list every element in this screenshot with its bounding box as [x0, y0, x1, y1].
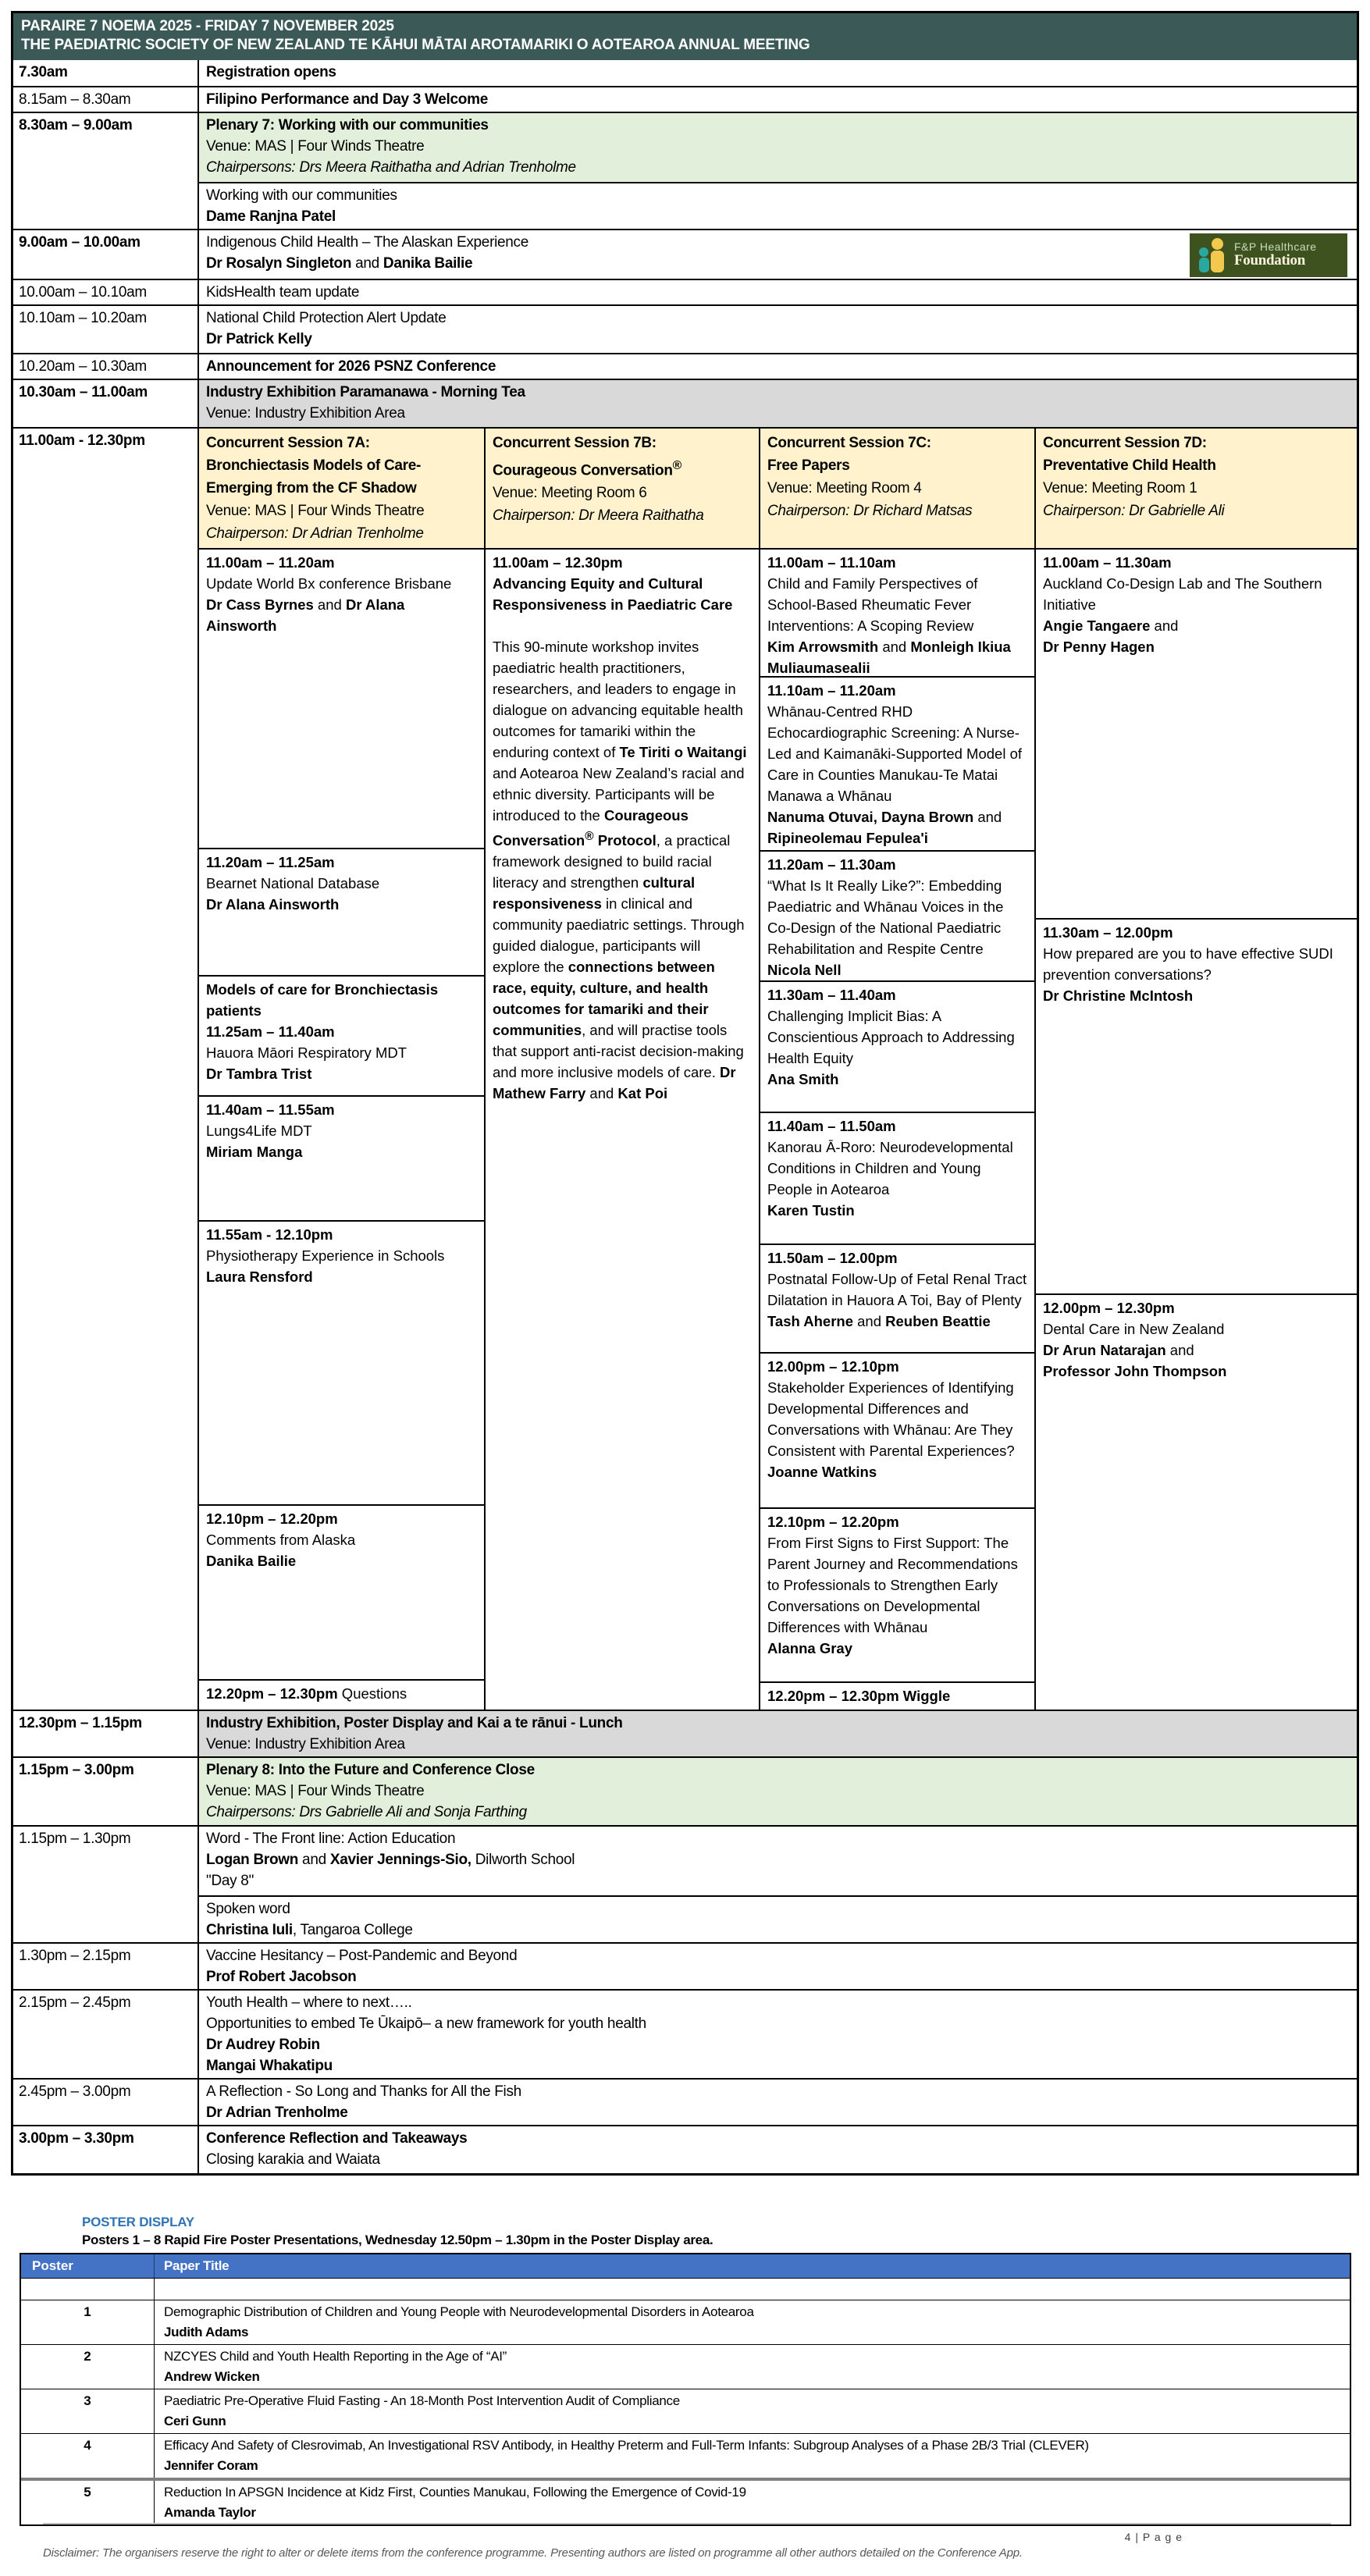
- poster-paper: [154, 2434, 1350, 2478]
- poster-paper: [154, 2345, 1350, 2389]
- table-row: [13, 229, 1357, 279]
- talk-cell: 12.00pm – 12.10pm Stakeholder Experiences of Identifying Developmental Differences and Conversations with Whānau: Are They Consistent with Parental Experiences? Joanne Watkins: [760, 1352, 1034, 1507]
- table-row: [13, 2078, 1357, 2125]
- disclaimer-text: Disclaimer: The organisers reserve the right to alter or delete items from the conference programme. Presenting authors are listed on programme all other authors detailed on the Conference App.: [43, 2546, 1023, 2560]
- poster-number: 1: [84, 2304, 91, 2319]
- session-cell: A Reflection - So Long and Thanks for All the Fish Dr Adrian Trenholme: [197, 2080, 1357, 2125]
- poster-row: [21, 2344, 1350, 2389]
- poster-row: [21, 2478, 1350, 2524]
- poster-paper-author: Ceri Gunn: [164, 2414, 226, 2428]
- time-cell: 11.00am - 12.30pm: [19, 432, 145, 449]
- poster-number: 2: [84, 2349, 91, 2364]
- talk-cell: 12.10pm – 12.20pm From First Signs to First Support: The Parent Journey and Recommendations to Professionals to Strengthen Early Conversations on Developmental Differences with Whānau Alanna Gray: [760, 1507, 1034, 1681]
- talk-cell: 12.20pm – 12.30pm Wiggle: [760, 1681, 1034, 1710]
- plenary7-stack: [197, 113, 1357, 229]
- time-cell: 1.30pm – 2.15pm: [19, 1948, 131, 1964]
- talk-cell: 11.00am – 11.20am Update World Bx conference Brisbane Dr Cass Byrnes and Dr Alana Ainsworth: [206, 554, 452, 634]
- day-header-line1: PARAIRE 7 NOEMA 2025 - FRIDAY 7 NOVEMBER 2025: [21, 18, 394, 34]
- paper-title-column-header: Paper Title: [154, 2254, 1350, 2278]
- footer-divider: [43, 2523, 1331, 2524]
- poster-paper: [154, 2389, 1350, 2433]
- word-stack: [197, 1827, 1357, 1942]
- poster-row: [21, 2389, 1350, 2433]
- time-cell: 10.30am – 11.00am: [19, 384, 148, 400]
- poster-paper-title: Efficacy And Safety of Clesrovimab, An Investigational RSV Antibody, in Healthy Preterm and Full-Term Infants: Subgroup Analyses of a Phase 2B/3 Trial (CLEVER): [164, 2438, 1089, 2453]
- poster-paper-title: Reduction In APSGN Incidence at Kidz First, Counties Manukau, Following the Emergence of Covid-19: [164, 2485, 746, 2500]
- time-cell: 3.00pm – 3.30pm: [19, 2130, 134, 2147]
- workshop-cell: 11.00am – 12.30pm Advancing Equity and Cultural Responsiveness in Paediatric Care This 90-minute workshop invites paediatric health practitioners, researchers, and leaders to engage in dialogue on advancing equitable health outcomes for tamariki within the enduring context of Te Tiriti o Waitangi and Aotearoa New Zealand’s racial and ethnic diversity. Participants will be introduced to the Courageous Conversation® Protocol, a practical framework designed to build racial literacy and strengthen cultural responsiveness in clinical and community paediatric settings. Through guided dialogue, participants will explore the connections between race, equity, culture, and health outcomes for tamariki and their communities, and will practise tools that support anti-racist decision-making and more inclusive models of care. Dr Mathew Farry and Kat Poi: [493, 554, 747, 1102]
- alaska-session-text: Indigenous Child Health – The Alaskan Experience Dr Rosalyn Singleton and Danika Bailie: [206, 234, 529, 272]
- logo-text-line1: F&P Healthcare: [1234, 240, 1317, 253]
- poster-paper-author: Amanda Taylor: [164, 2505, 256, 2520]
- session-cell: Announcement for 2026 PSNZ Conference: [197, 354, 1357, 379]
- poster-paper: [154, 2300, 1350, 2344]
- session-7a-column: [199, 550, 484, 1710]
- session-cell: Vaccine Hesitancy – Post-Pandemic and Beyond Prof Robert Jacobson: [197, 1944, 1357, 1989]
- session-7d-header: Concurrent Session 7D: Preventative Child Health Venue: Meeting Room 1 Chairperson: Dr Gabrielle Ali: [1034, 429, 1357, 548]
- session-cell: Filipino Performance and Day 3 Welcome: [197, 87, 1357, 112]
- logo-text-line2: Foundation: [1234, 252, 1305, 269]
- poster-paper-title: NZCYES Child and Youth Health Reporting in the Age of “AI”: [164, 2349, 507, 2364]
- table-row: [13, 86, 1357, 112]
- poster-paper-author: Jennifer Coram: [164, 2458, 258, 2473]
- talk-cell: 11.30am – 11.40am Challenging Implicit Bias: A Conscientious Approach to Addressing Health Equity Ana Smith: [760, 980, 1034, 1112]
- schedule-table: [11, 11, 1359, 2176]
- session-cell: Youth Health – where to next….. Opportunities to embed Te Ūkaipō– a new framework for youth health Dr Audrey Robin Mangai Whakatipu: [197, 1991, 1357, 2078]
- page-number: 4 | P a g e: [1124, 2531, 1183, 2543]
- time-cell: 7.30am: [19, 64, 68, 80]
- table-row: [13, 304, 1357, 353]
- poster-number: 4: [84, 2438, 91, 2453]
- table-row: [13, 1989, 1357, 2078]
- poster-table: [20, 2253, 1351, 2526]
- talk-cell: 11.55am - 12.10pm Physiotherapy Experience in Schools Laura Rensford: [199, 1220, 484, 1504]
- session-7a-header: Concurrent Session 7A: Bronchiectasis Models of Care- Emerging from the CF Shadow Venue: MAS | Four Winds Theatre Chairperson: Dr Adrian Trenholme: [199, 429, 484, 548]
- session-7c-header: Concurrent Session 7C: Free Papers Venue: Meeting Room 4 Chairperson: Dr Richard Matsas: [759, 429, 1034, 548]
- time-cell: 8.15am – 8.30am: [19, 91, 131, 108]
- poster-paper-title: Demographic Distribution of Children and Young People with Neurodevelopmental Disorders in Aotearoa: [164, 2304, 754, 2319]
- session-7b-header: Concurrent Session 7B: Courageous Conversation® Venue: Meeting Room 6 Chairperson: Dr Meera Raithatha: [484, 429, 759, 548]
- talk-cell: 12.10pm – 12.20pm Comments from Alaska Danika Bailie: [199, 1504, 484, 1679]
- poster-table-header-row: [21, 2254, 1350, 2278]
- talk-cell: Models of care for Bronchiectasis patients 11.25am – 11.40am Hauora Māori Respiratory MDT Dr Tambra Trist: [199, 975, 484, 1095]
- poster-paper: [154, 2481, 1350, 2524]
- time-cell: 1.15pm – 3.00pm: [19, 1762, 134, 1778]
- time-cell: 2.45pm – 3.00pm: [19, 2083, 131, 2100]
- concurrent-sessions-grid: [197, 429, 1357, 1710]
- talk-cell: 11.40am – 11.50am Kanorau Ā-Roro: Neurodevelopmental Conditions in Children and Young People in Aotearoa Karen Tustin: [760, 1112, 1034, 1244]
- table-row: [13, 1756, 1357, 1825]
- talk-cell: 11.10am – 11.20am Whānau-Centred RHD Echocardiographic Screening: A Nurse-Led and Kaimanāki-Supported Model of Care in Counties Manukau-Te Matai Manawa a Whānau Nanuma Otuvai, Dayna Brown and Ripineolemau Fepulea'i: [760, 676, 1034, 850]
- talk-cell: 12.00pm – 12.30pm Dental Care in New Zealand Dr Arun Natarajan and Professor John Thompson: [1036, 1293, 1357, 1710]
- time-cell: 12.30pm – 1.15pm: [19, 1715, 142, 1731]
- poster-paper-title: Paediatric Pre-Operative Fluid Fasting - An 18-Month Post Intervention Audit of Compliance: [164, 2393, 680, 2408]
- time-cell: 10.20am – 10.30am: [19, 358, 147, 375]
- poster-number: 3: [84, 2393, 91, 2408]
- table-row: [13, 353, 1357, 379]
- table-row: [13, 60, 1357, 86]
- time-cell: 2.15pm – 2.45pm: [19, 1994, 131, 2011]
- table-row: [13, 112, 1357, 229]
- talk-cell: 11.20am – 11.25am Bearnet National Database Dr Alana Ainsworth: [199, 848, 484, 975]
- talk-cell: 11.50am – 12.00pm Postnatal Follow-Up of Fetal Renal Tract Dilatation in Hauora A Toi, Bay of Plenty Tash Aherne and Reuben Beattie: [760, 1244, 1034, 1352]
- session-cell: National Child Protection Alert Update Dr Patrick Kelly: [197, 306, 1357, 353]
- plenary7-talk-cell: Working with our communities Dame Ranjna Patel: [199, 182, 1357, 229]
- poster-column-header: Poster: [32, 2258, 73, 2273]
- talk-cell: 11.00am – 11.30am Auckland Co-Design Lab and The Southern Initiative Angie Tangaere and Dr Penny Hagen: [1043, 554, 1322, 655]
- poster-empty-row: [21, 2278, 1350, 2300]
- table-row: [13, 379, 1357, 427]
- poster-row: [21, 2300, 1350, 2344]
- plenary7-header-cell: Plenary 7: Working with our communities Venue: MAS | Four Winds Theatre Chairpersons: Drs Meera Raithatha and Adrian Trenholme: [199, 113, 1357, 182]
- concurrent-session-body: [199, 548, 1357, 1710]
- time-cell: 1.15pm – 1.30pm: [19, 1831, 131, 1847]
- table-row: [13, 279, 1357, 304]
- day-header-line2: THE PAEDIATRIC SOCIETY OF NEW ZEALAND TE KĀHUI MĀTAI AROTAMARIKI O AOTEAROA ANNUAL MEETING: [21, 37, 810, 53]
- poster-display-section: [20, 2215, 1351, 2526]
- talk-cell: 11.30am – 12.00pm How prepared are you to have effective SUDI prevention conversations? Dr Christine McIntosh: [1036, 918, 1357, 1293]
- spoken-word-cell: Spoken word Christina Iuli, Tangaroa College: [199, 1895, 1357, 1942]
- table-row: [13, 2125, 1357, 2173]
- time-cell: 10.00am – 10.10am: [19, 284, 147, 301]
- plenary8-header-cell: Plenary 8: Into the Future and Conference Close Venue: MAS | Four Winds Theatre Chairpersons: Drs Gabrielle Ali and Sonja Farthing: [197, 1758, 1357, 1825]
- concurrent-session-headers: [199, 429, 1357, 548]
- morning-tea-cell: Industry Exhibition Paramanawa - Morning Tea Venue: Industry Exhibition Area: [197, 380, 1357, 427]
- poster-section-heading: POSTER DISPLAY: [82, 2215, 194, 2229]
- time-cell: 10.10am – 10.20am: [19, 310, 147, 326]
- poster-paper-author: Andrew Wicken: [164, 2369, 260, 2384]
- talk-cell: 11.40am – 11.55am Lungs4Life MDT Miriam Manga: [199, 1095, 484, 1220]
- talk-cell: 11.00am – 11.10am Child and Family Perspectives of School-Based Rheumatic Fever Interventions: A Scoping Review Kim Arrowsmith and Monleigh Ikiua Muliaumasealii: [767, 554, 1011, 676]
- word-talk-cell: Word - The Front line: Action Education Logan Brown and Xavier Jennings-Sio, Dilworth School "Day 8": [206, 1831, 575, 1889]
- talk-cell: 11.20am – 11.30am “What Is It Really Like?”: Embedding Paediatric and Whānau Voices in the Co-Design of the National Paediatric Rehabilitation and Respite Centre Nicola Nell: [760, 850, 1034, 980]
- time-cell: 9.00am – 10.00am: [19, 234, 141, 251]
- poster-section-subtitle: Posters 1 – 8 Rapid Fire Poster Presentations, Wednesday 12.50pm – 1.30pm in the Poster Display area.: [82, 2233, 713, 2247]
- concurrent-sessions-row: [13, 427, 1357, 1710]
- session-cell: Conference Reflection and Takeaways Closing karakia and Waiata: [197, 2126, 1357, 2173]
- table-row: [13, 1710, 1357, 1756]
- session-7c-column: [759, 550, 1034, 1710]
- session-cell: KidsHealth team update: [197, 280, 1357, 304]
- lunch-cell: Industry Exhibition, Poster Display and Kai a te rānui - Lunch Venue: Industry Exhibition Area: [197, 1711, 1357, 1756]
- poster-number: 5: [84, 2485, 91, 2500]
- session-7d-column: [1034, 550, 1357, 1710]
- session-7b-column: [484, 550, 759, 1710]
- session-cell: [197, 230, 1357, 279]
- time-cell: 8.30am – 9.00am: [19, 117, 133, 133]
- session-cell: Registration opens: [197, 60, 1357, 86]
- talk-cell: 12.20pm – 12.30pm Questions: [199, 1679, 484, 1710]
- table-row: [13, 1942, 1357, 1989]
- poster-row: [21, 2433, 1350, 2478]
- fp-healthcare-foundation-logo: [1190, 233, 1347, 277]
- poster-paper-author: Judith Adams: [164, 2325, 249, 2339]
- logo-figures-icon: [1199, 238, 1227, 272]
- day-header: [13, 13, 1357, 60]
- table-row: [13, 1825, 1357, 1942]
